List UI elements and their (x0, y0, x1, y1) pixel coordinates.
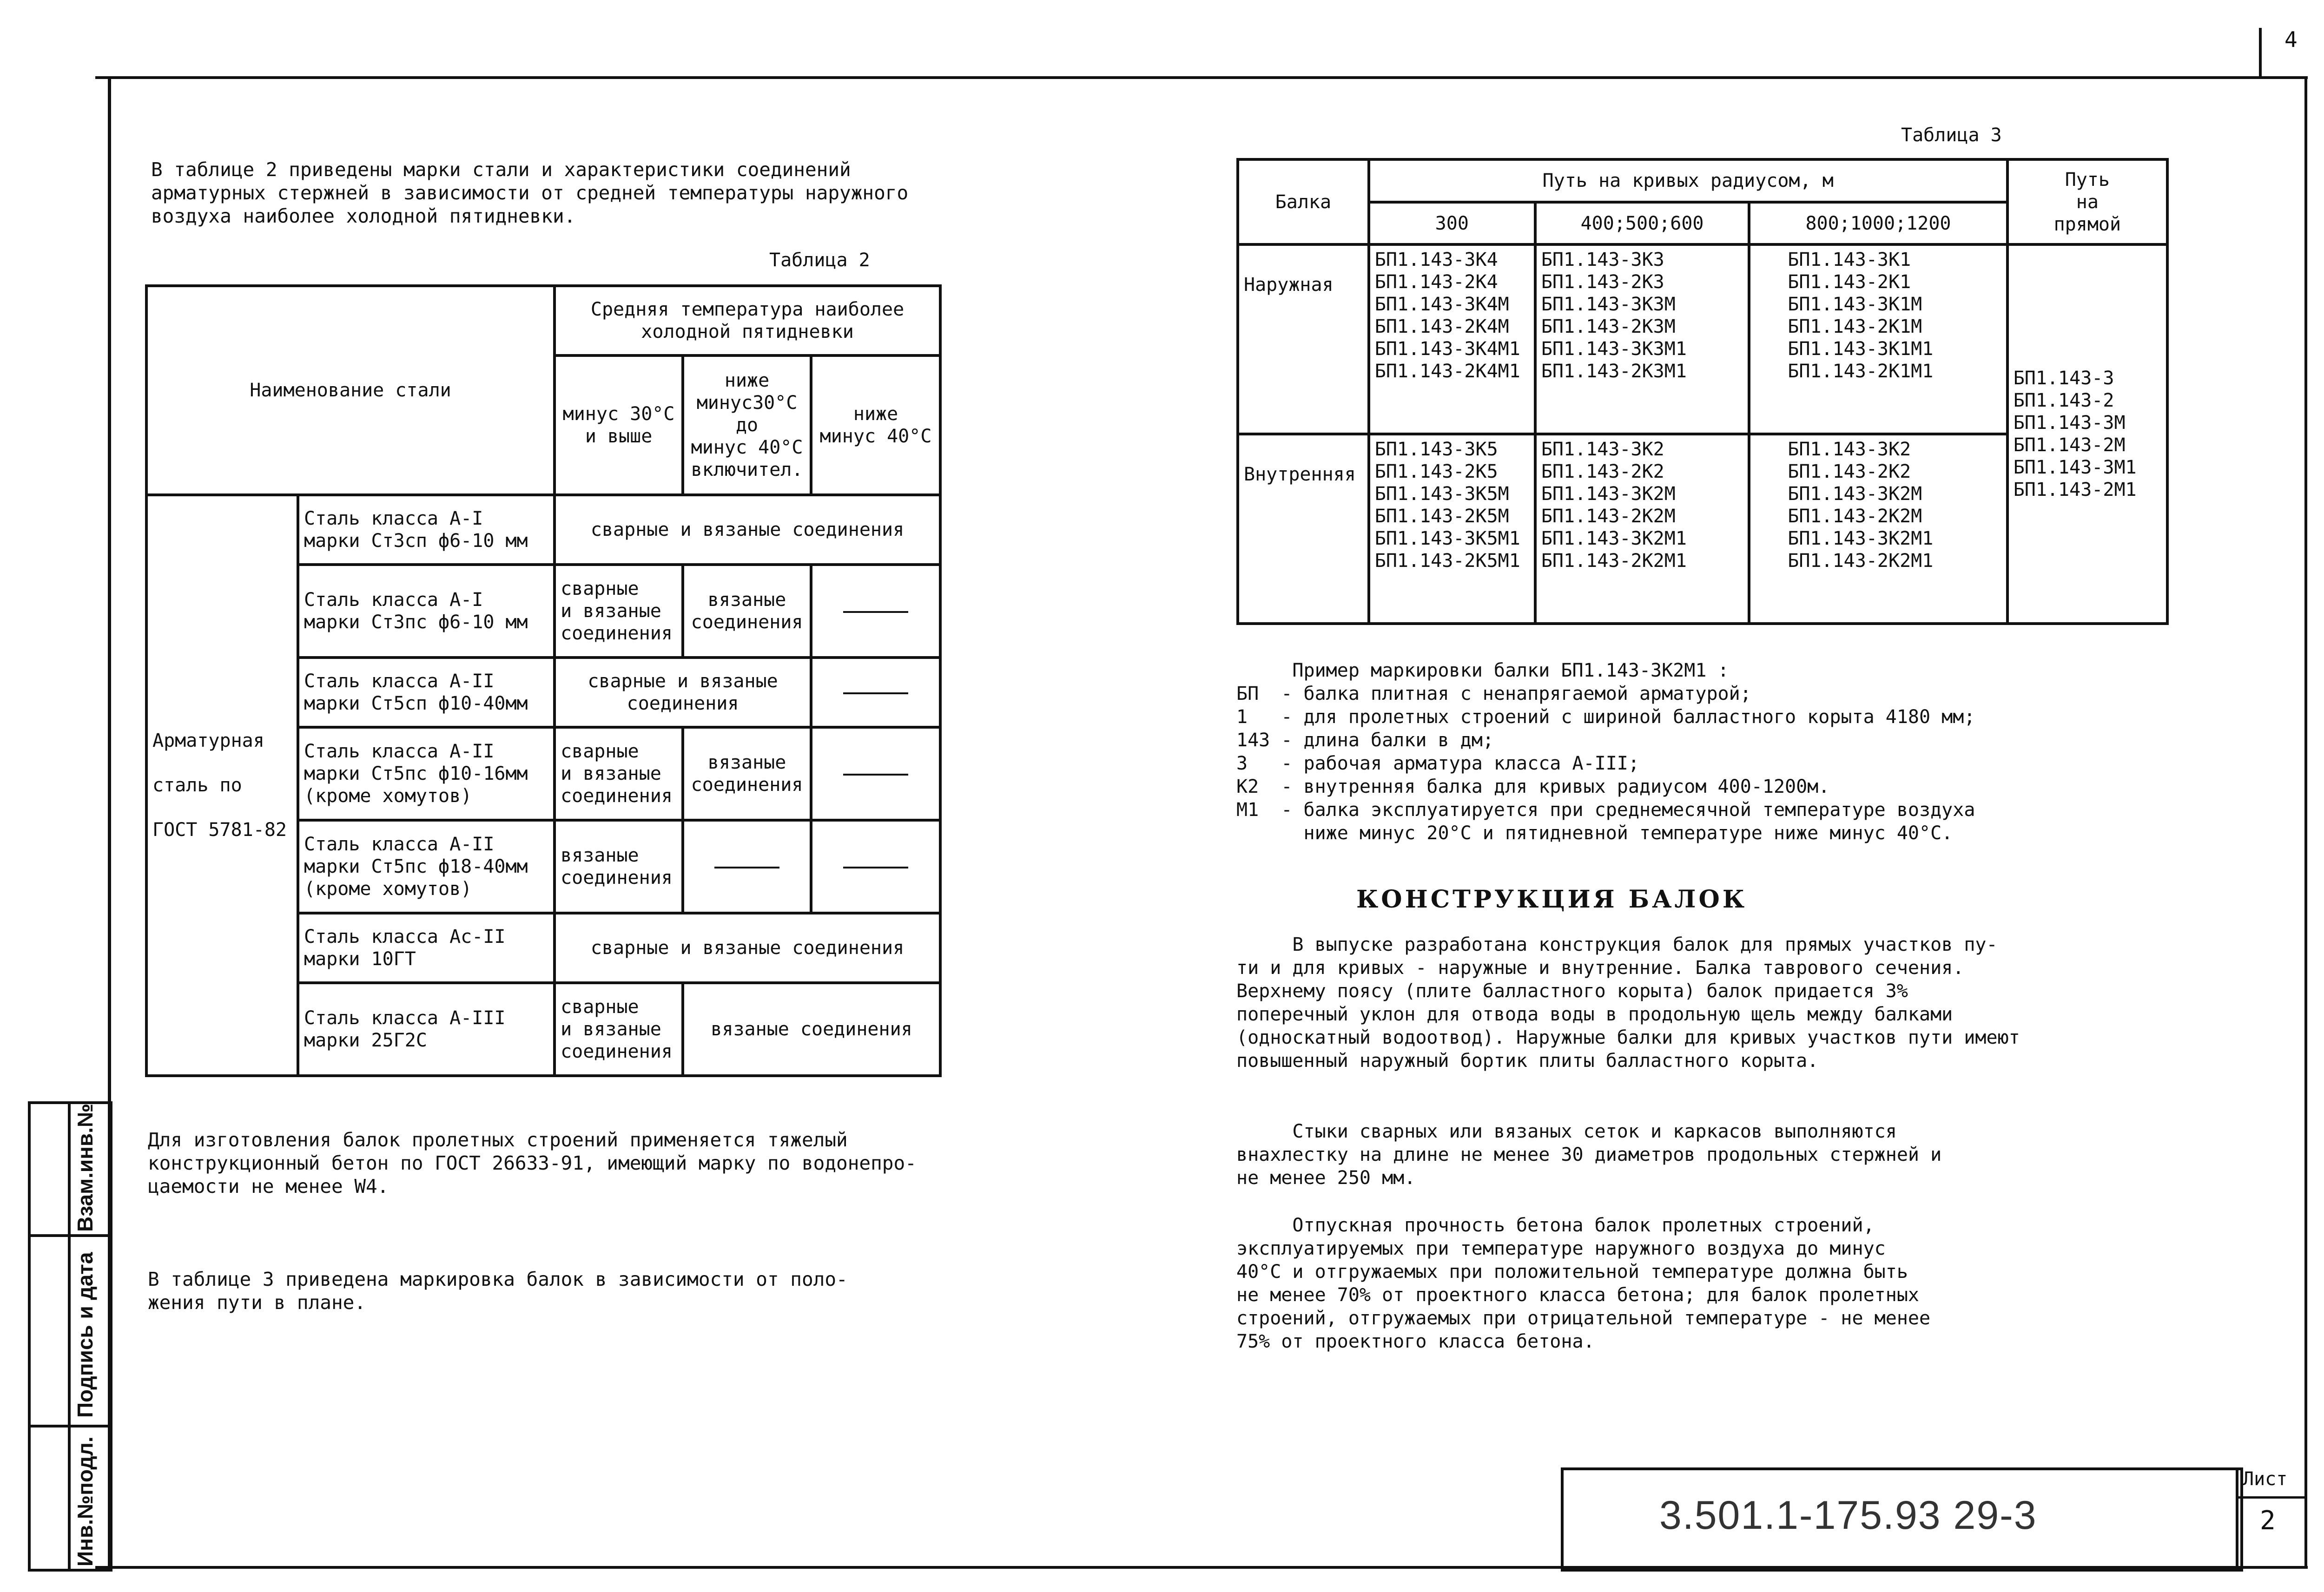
table3-inner-r800-1200: БП1.143-3К2 БП1.143-2К2 БП1.143-3К2М БП1.143-2К2М БП1.143-3К2М1 БП1.143-2К2М1 (1749, 434, 2007, 624)
table2-cell: сварные и вязаные соединения (555, 983, 683, 1076)
dash-mark (843, 774, 908, 776)
table2-row-steel: Сталь класса А-I марки Ст3сп ф6-10 мм (298, 495, 555, 565)
table2-dash-cell (811, 658, 940, 727)
table3-outer-r400-600: БП1.143-3К3 БП1.143-2К3 БП1.143-3К3М БП1.143-2К3М БП1.143-3К3М1 БП1.143-2К3М1 (1535, 244, 1749, 434)
frame-border-top (95, 76, 2308, 79)
dash-mark (843, 867, 908, 868)
table2 (145, 284, 942, 1077)
table3-header-straight: Путь на прямой (2007, 159, 2167, 244)
table2-row-steel: Сталь класса А-II марки Ст5пс ф10-16мм (кроме хомутов) (298, 727, 555, 820)
sheet-label: Лист (2243, 1468, 2288, 1490)
table2-dash-cell (811, 565, 940, 658)
table3-straight-values: БП1.143-3 БП1.143-2 БП1.143-3М БП1.143-2М БП1.143-3М1 БП1.143-2М1 (2007, 244, 2167, 624)
table2-row-span-cell: сварные и вязаные соединения (555, 913, 940, 983)
dash-mark (843, 692, 908, 694)
table2-row-steel: Сталь класса А-I марки Ст3пс ф6-10 мм (298, 565, 555, 658)
table3-header-beam: Балка (1238, 159, 1369, 244)
table2-caption: Таблица 2 (769, 250, 870, 271)
joints-paragraph: Стыки сварных или вязаных сеток и каркасов выполняются внахлестку на длине не менее 30 диаметров продольных стержней и не менее 250 мм. (1236, 1121, 1942, 1189)
side-divider (68, 1104, 71, 1569)
table2-cell: сварные и вязаные соединения (555, 565, 683, 658)
frame-border-right (2304, 76, 2307, 1569)
table3-caption: Таблица 3 (1901, 125, 2002, 146)
table2-cell: сварные и вязаные соединения (555, 727, 683, 820)
table3-header-r800-1200: 800;1000;1200 (1749, 202, 2007, 245)
table2-dash-cell (811, 820, 940, 913)
corner-tick (2259, 28, 2262, 78)
table3 (1236, 158, 2169, 625)
table2-row-steel: Сталь класса А-III марки 25Г2С (298, 983, 555, 1076)
intro-table2-paragraph: В таблице 2 приведены марки стали и характеристики соединений арматурных стержней в зависимости от средней температуры наружного воздуха наиболее холодной пятидневки. (151, 158, 909, 227)
concrete-paragraph: Для изготовления балок пролетных строений применяется тяжелый конструкционный бетон по ГОСТ 26633-91, имеющий марку по водонепро- цаемости не менее W4. (148, 1129, 917, 1197)
table2-group-label: Арматурная сталь по ГОСТ 5781-82 (146, 495, 298, 1076)
table2-cell: сварные и вязаные соединения (555, 658, 811, 727)
sheet-number: 2 (2260, 1506, 2276, 1536)
table3-inner-r400-600: БП1.143-3К2 БП1.143-2К2 БП1.143-3К2М БП1.143-2К2М БП1.143-3К2М1 БП1.143-2К2М1 (1535, 434, 1749, 624)
table2-dash-cell (683, 820, 811, 913)
section-title: КОНСТРУКЦИЯ БАЛОК (1356, 885, 1748, 914)
table3-inner-r300: БП1.143-3К5 БП1.143-2К5 БП1.143-3К5М БП1.143-2К5М БП1.143-3К5М1 БП1.143-2К5М1 (1369, 434, 1535, 624)
table2-header-name: Наименование стали (146, 286, 555, 495)
table2-dash-cell (811, 727, 940, 820)
table2-row-span-cell: сварные и вязаные соединения (555, 495, 940, 565)
table2-row-steel: Сталь класса А-II марки Ст5пс ф18-40мм (кроме хомутов) (298, 820, 555, 913)
table2-row-steel: Сталь класса Ас-II марки 10ГТ (298, 913, 555, 983)
document-code: 3.501.1-175.93 29-3 (1659, 1493, 2037, 1538)
table3-outer-r300: БП1.143-3К4 БП1.143-2К4 БП1.143-3К4М БП1.143-2К4М БП1.143-3К4М1 БП1.143-2К4М1 (1369, 244, 1535, 434)
table3-header-curve: Путь на кривых радиусом, м (1369, 159, 2007, 202)
table3-inner-label: Внутренняя (1238, 434, 1369, 624)
design-paragraph: В выпуске разработана конструкция балок для прямых участков пу- ти и для кривых - наружные и внутренние. Балка таврового сечения. Верхнему поясу (плите балластного корыта) балок придается 3% поперечный уклон для отвода воды в продольную щель между балками (односкатный водоотвод). Наружные балки для кривых участков пути имеют повышенный наружный бортик плиты балластного корыта. (1236, 934, 2020, 1072)
side-block (28, 1101, 112, 1572)
page-corner-number: 4 (2284, 27, 2298, 52)
table2-cell: вязаные соединения (683, 983, 940, 1076)
table2-col-minus30-to-40: ниже минус30°С до минус 40°С включител. (683, 355, 811, 495)
table3-reference-paragraph: В таблице 3 приведена маркировка балок в зависимости от поло- жения пути в плане. (148, 1268, 848, 1314)
side-field-signature: Подпись и дата (73, 1252, 97, 1418)
table2-col-below-minus40: ниже минус 40°С (811, 355, 940, 495)
table2-row-steel: Сталь класса А-II марки Ст5сп ф10-40мм (298, 658, 555, 727)
strength-paragraph: Отпускная прочность бетона балок пролетных строений, эксплуатируемых при температуре наружного воздуха до минус 40°С и отгружаемых при положительной температуре должна быть не менее 70% от проектного класса бетона; для балок пролетных строений, отгружаемых при отрицательной температуре - не менее 75% от проектного класса бетона. (1236, 1215, 1931, 1352)
table3-outer-r800-1200: БП1.143-3К1 БП1.143-2К1 БП1.143-3К1М БП1.143-2К1М БП1.143-3К1М1 БП1.143-2К1М1 (1749, 244, 2007, 434)
dash-mark (843, 611, 908, 613)
table2-col-above-minus30: минус 30°С и выше (555, 355, 683, 495)
table3-header-r400-600: 400;500;600 (1535, 202, 1749, 245)
side-field-replace: Взам.инв.№ (73, 1103, 97, 1232)
table2-cell: вязаные соединения (555, 820, 683, 913)
table2-cell: вязаные соединения (683, 727, 811, 820)
side-field-inventory: Инв.№подл. (73, 1436, 97, 1566)
sheet-divider (2236, 1496, 2304, 1499)
dash-mark (714, 867, 779, 868)
table3-outer-label: Наружная (1238, 244, 1369, 434)
table2-header-temperature: Средняя температура наиболее холодной пятидневки (555, 286, 940, 355)
marking-example: Пример маркировки балки БП1.143-3К2М1 : БП - балка плитная с ненапрягаемой арматурой; 1 - для пролетных строений с шириной балластного корыта 4180 мм; 143 - длина балки в дм; 3 - рабочая арматура класса А-III; К2 - внутренняя балка для кривых радиусом 400-1200м. М1 - балка эксплуатируется при среднемесячной температуре воздуха ниже минус 20°С и пятидневной температуре ниже минус 40°С. (1236, 660, 1975, 844)
table2-cell: вязаные соединения (683, 565, 811, 658)
table3-header-r300: 300 (1369, 202, 1535, 245)
